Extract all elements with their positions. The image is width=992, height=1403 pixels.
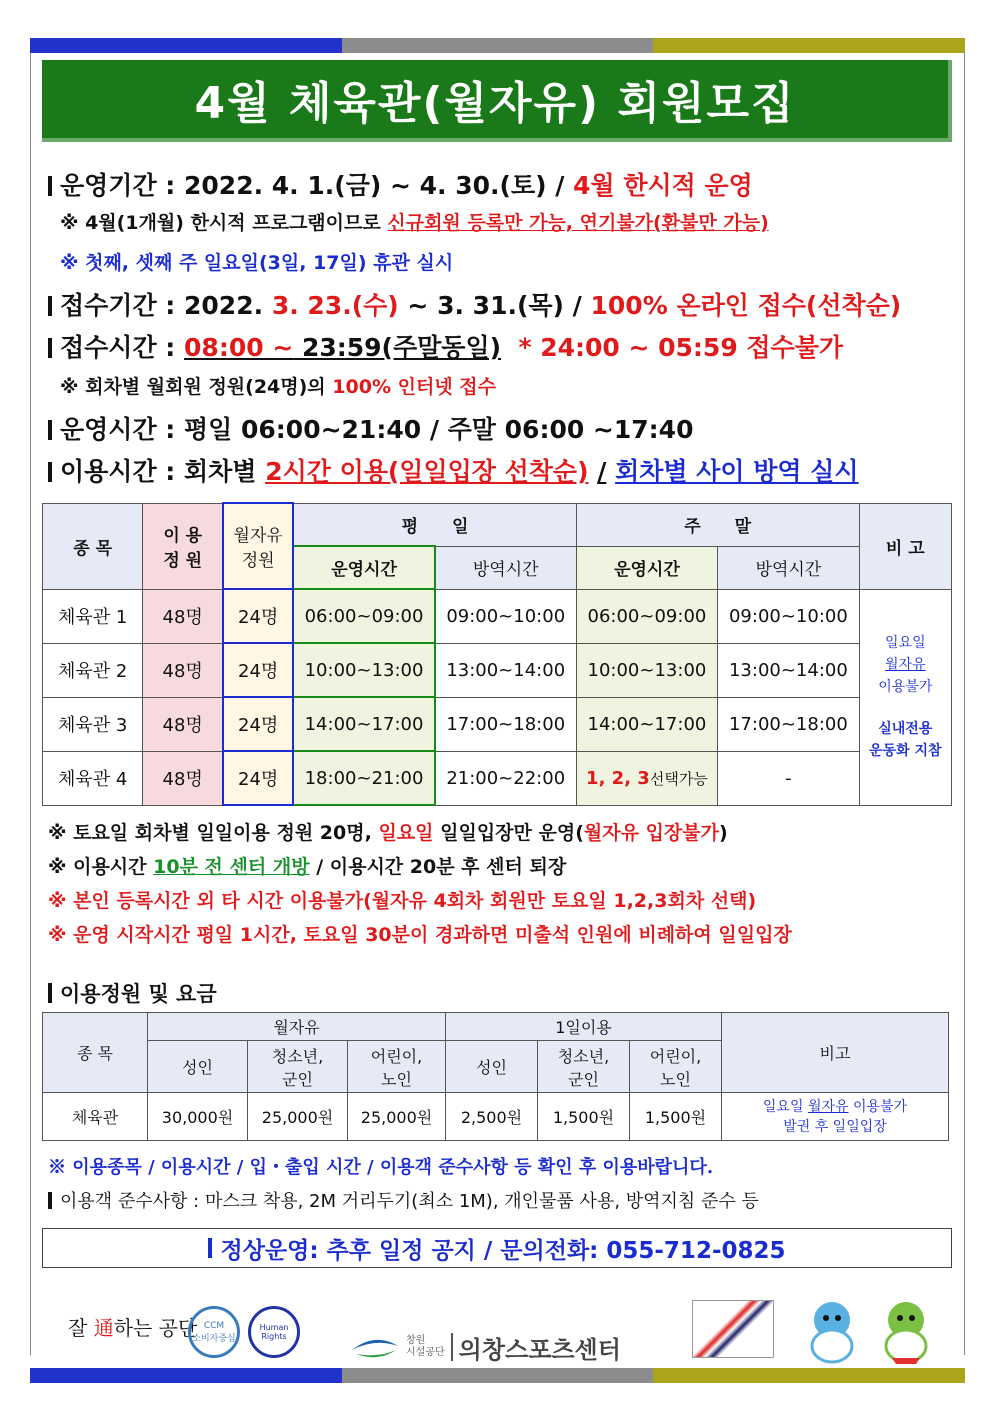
fee-cell-name: 체육관 bbox=[43, 1093, 148, 1141]
title-banner bbox=[42, 60, 952, 142]
cell-we-dis: - bbox=[718, 751, 859, 805]
note-unavailable: 이용불가 bbox=[878, 679, 933, 695]
reception-time-line: 접수시간 : 08:00 ~ 23:59(주말동일) * 24:00 ~ 05:59 접수불가 bbox=[48, 328, 843, 364]
cell-note bbox=[859, 589, 951, 805]
fee-cell: 1,500원 bbox=[538, 1093, 630, 1141]
cell-cap: 48명 bbox=[143, 589, 223, 643]
mascot-blue bbox=[798, 1298, 866, 1364]
cell-cap: 48명 bbox=[143, 697, 223, 751]
cell-we-op: 10:00~13:00 bbox=[576, 643, 717, 697]
fee-th-monthly: 월자유 bbox=[148, 1013, 446, 1041]
operating-hours-line: 운영시간 : 평일 06:00~21:40 / 주말 06:00 ~17:40 bbox=[48, 410, 693, 446]
note-sunday: 일요일 bbox=[885, 635, 926, 651]
cell-we-dis: 17:00~18:00 bbox=[718, 697, 859, 751]
th-wd-op: 운영시간 bbox=[293, 546, 434, 589]
table-row bbox=[43, 751, 952, 805]
fee-cell: 1,500원 bbox=[630, 1093, 722, 1141]
mascot-green bbox=[872, 1298, 940, 1364]
fee-th-child: 어린이, 노인 bbox=[630, 1041, 722, 1093]
table-row bbox=[43, 643, 952, 697]
note-monthly: 월자유 bbox=[885, 657, 926, 673]
cell-wd-dis: 17:00~18:00 bbox=[435, 697, 576, 751]
fee-th-daily: 1일이용 bbox=[446, 1013, 722, 1041]
table-row bbox=[43, 1093, 949, 1141]
cell-mcap: 24명 bbox=[223, 751, 293, 805]
note-late-entry: ※ 운영 시작시간 평일 1시간, 토요일 30분이 경과하면 미출석 인원에 비례하여 일일입장 bbox=[48, 924, 792, 946]
slogan-logo: 잘 通하는 공단 bbox=[68, 1316, 198, 1340]
cell-cap: 48명 bbox=[143, 751, 223, 805]
fee-cell: 25,000원 bbox=[348, 1093, 446, 1141]
fee-table bbox=[42, 1012, 949, 1141]
cell-we-dis: 09:00~10:00 bbox=[718, 589, 859, 643]
cell-name: 체육관 3 bbox=[43, 697, 143, 751]
fee-cell-note: 일요일 월자유 이용불가 발권 후 일일입장 bbox=[722, 1093, 949, 1141]
cell-mcap: 24명 bbox=[223, 643, 293, 697]
cell-wd-dis: 13:00~14:00 bbox=[435, 643, 576, 697]
reception-period-line: 접수기간 : 2022. 3. 23.(수) ~ 3. 31.(목) / 100% 온라인 접수(선착순) bbox=[48, 286, 901, 322]
bottom-color-bar bbox=[30, 1368, 965, 1383]
th-item: 종 목 bbox=[43, 503, 143, 589]
bottom-note-2: 이용객 준수사항 : 마스크 착용, 2M 거리두기(최소 1M), 개인물품 사용, 방역지침 준수 등 bbox=[48, 1187, 759, 1213]
note-indoor: 실내전용 bbox=[878, 721, 933, 737]
footer-text: 정상운영: 추후 일정 공지 / 문의전화: 055-712-0825 bbox=[220, 1237, 786, 1264]
fee-th-youth: 청소년, 군인 bbox=[248, 1041, 348, 1093]
fee-th-note: 비고 bbox=[722, 1013, 949, 1093]
period-line: 운영기간 : 2022. 4. 1.(금) ~ 4. 30.(토) / 4월 한시적 운영 bbox=[48, 166, 753, 202]
fee-th-youth: 청소년, 군인 bbox=[538, 1041, 630, 1093]
fee-th-item: 종 목 bbox=[43, 1013, 148, 1093]
th-we-op: 운영시간 bbox=[576, 546, 717, 589]
page-title: 4월 체육관(월자유) 회원모집 bbox=[194, 78, 796, 129]
note-restriction: ※ 본인 등록시간 외 타 시간 이용불가(월자유 4회차 회원만 토요일 1,2,3회차 선택) bbox=[48, 890, 757, 912]
cell-wd-dis: 09:00~10:00 bbox=[435, 589, 576, 643]
cell-wd-op: 14:00~17:00 bbox=[293, 697, 434, 751]
mascot-icon bbox=[798, 1298, 866, 1364]
note-saturday: ※ 토요일 회차별 일일이용 정원 20명, 일요일 일일입장만 운영(월자유 입장불가) bbox=[48, 822, 728, 844]
cell-we-dis: 13:00~14:00 bbox=[718, 643, 859, 697]
fee-cell: 25,000원 bbox=[248, 1093, 348, 1141]
th-note: 비 고 bbox=[859, 503, 951, 589]
table-row bbox=[43, 589, 952, 643]
cell-mcap: 24명 bbox=[223, 697, 293, 751]
cell-we-op: 14:00~17:00 bbox=[576, 697, 717, 751]
usage-time-line: 이용시간 : 회차별 2시간 이용(일일입장 선착순) / 회차별 사이 방역 실시 bbox=[48, 452, 859, 488]
cell-we-op: 1, 2, 3선택가능 bbox=[576, 751, 717, 805]
th-monthly-capacity: 월자유 정원 bbox=[223, 503, 293, 589]
top-color-bar bbox=[30, 38, 965, 53]
cell-name: 체육관 4 bbox=[43, 751, 143, 805]
swoosh-icon bbox=[350, 1332, 400, 1362]
human-rights-logo: Human Rights bbox=[248, 1306, 300, 1358]
schedule-table bbox=[42, 502, 952, 806]
cell-wd-op: 06:00~09:00 bbox=[293, 589, 434, 643]
cell-mcap: 24명 bbox=[223, 589, 293, 643]
fee-th-child: 어린이, 노인 bbox=[348, 1041, 446, 1093]
note-open-time: ※ 이용시간 10분 전 센터 개방 / 이용시간 20분 후 센터 퇴장 bbox=[48, 856, 567, 878]
cell-name: 체육관 1 bbox=[43, 589, 143, 643]
certification-logo bbox=[692, 1300, 774, 1358]
cell-wd-op: 18:00~21:00 bbox=[293, 751, 434, 805]
center-logo: 창원 시설공단 의창스포츠센터 bbox=[350, 1312, 621, 1382]
fee-th-adult: 성인 bbox=[446, 1041, 538, 1093]
fee-th-adult: 성인 bbox=[148, 1041, 248, 1093]
note-line-2: ※ 첫째, 셋째 주 일요일(3일, 17일) 휴관 실시 bbox=[60, 252, 454, 274]
note-line-1: ※ 4월(1개월) 한시적 프로그램이므로 신규회원 등록만 가능, 연기불가(환불만 가능) bbox=[60, 212, 769, 234]
cell-cap: 48명 bbox=[143, 643, 223, 697]
note-line-3: ※ 회차별 월회원 정원(24명)의 100% 인터넷 접수 bbox=[60, 376, 496, 398]
fee-heading: 이용정원 및 요금 bbox=[48, 978, 217, 1008]
cell-we-op: 06:00~09:00 bbox=[576, 589, 717, 643]
note-shoes: 운동화 지참 bbox=[869, 743, 942, 759]
fee-cell: 30,000원 bbox=[148, 1093, 248, 1141]
fee-cell: 2,500원 bbox=[446, 1093, 538, 1141]
th-we-dis: 방역시간 bbox=[718, 546, 859, 589]
cell-wd-op: 10:00~13:00 bbox=[293, 643, 434, 697]
th-weekend: 주 말 bbox=[576, 503, 859, 546]
footer-box bbox=[42, 1228, 952, 1268]
th-weekday: 평 일 bbox=[293, 503, 576, 546]
th-capacity: 이 용 정 원 bbox=[143, 503, 223, 589]
cell-wd-dis: 21:00~22:00 bbox=[435, 751, 576, 805]
cell-name: 체육관 2 bbox=[43, 643, 143, 697]
ccm-logo: CCM 소비자중심 bbox=[188, 1306, 240, 1358]
mascot-icon bbox=[872, 1298, 940, 1364]
th-wd-dis: 방역시간 bbox=[435, 546, 576, 589]
table-row bbox=[43, 697, 952, 751]
bottom-note-1: ※ 이용종목 / 이용시간 / 입・출입 시간 / 이용객 준수사항 등 확인 후 이용바랍니다. bbox=[48, 1157, 714, 1178]
